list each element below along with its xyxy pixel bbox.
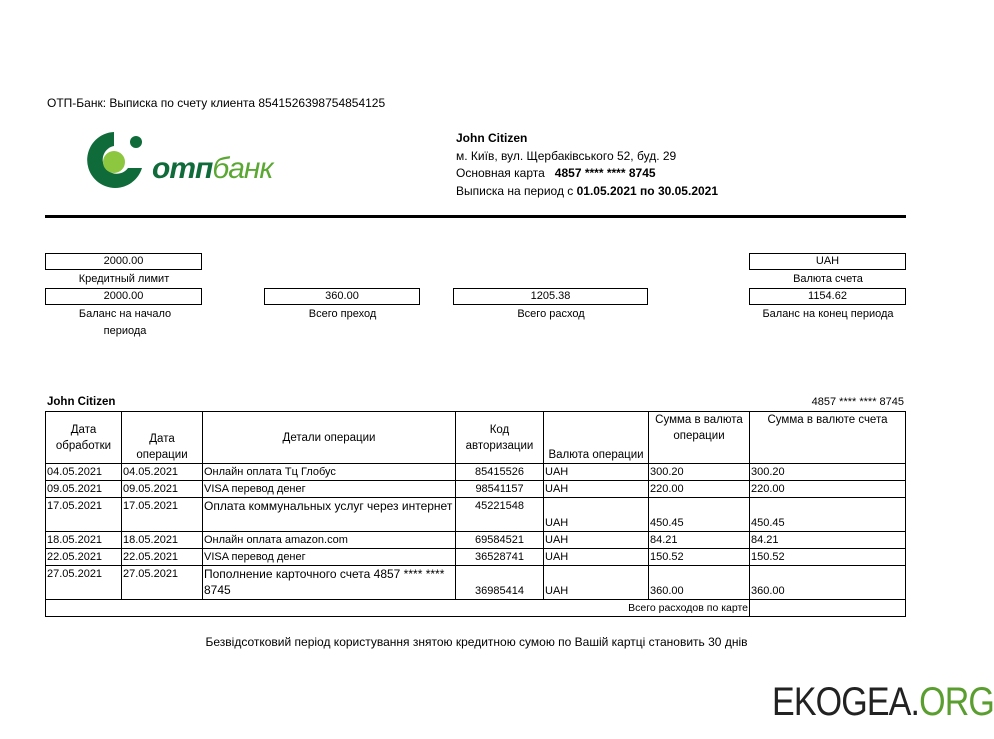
table-cell: 04.05.2021 xyxy=(122,464,203,481)
table-cell: 17.05.2021 xyxy=(46,498,122,532)
total-income-label: Всего преход xyxy=(308,308,377,320)
table-cell: UAH xyxy=(544,549,649,566)
table-cell: 300.20 xyxy=(649,464,750,481)
table-cell: Онлайн оплата Тц Глобус xyxy=(203,464,456,481)
table-cell: 18.05.2021 xyxy=(122,532,203,549)
footer-note: Безвідсотковий період користування знятою кредитною сумою по Вашій картці становить 30 днів xyxy=(205,635,748,649)
statement-title: ОТП-Банк: Выписка по счету клиента 8541526398754854125 xyxy=(47,96,386,110)
table-cell: 220.00 xyxy=(750,481,906,498)
table-cell: 17.05.2021 xyxy=(122,498,203,532)
table-cell: 22.05.2021 xyxy=(46,549,122,566)
closing-balance-label: Баланс на конец периода xyxy=(762,308,894,320)
table-cell: 27.05.2021 xyxy=(122,566,203,600)
table-cell: 36528741 xyxy=(456,549,544,566)
table-cell: UAH xyxy=(544,481,649,498)
total-value xyxy=(750,600,906,617)
table-cell: 360.00 xyxy=(649,566,750,600)
total-expense-value: 1205.38 xyxy=(453,288,648,305)
table-row xyxy=(46,566,906,600)
column-header: Дата обработки xyxy=(46,412,122,464)
card-number: 4857 **** **** 8745 xyxy=(554,166,656,180)
column-header: Валюта операции xyxy=(544,412,649,464)
table-cell: 300.20 xyxy=(750,464,906,481)
table-cell: 150.52 xyxy=(649,549,750,566)
table-cell: 09.05.2021 xyxy=(122,481,203,498)
table-cell: 84.21 xyxy=(649,532,750,549)
otp-logo-icon xyxy=(74,128,154,192)
column-header: Дата операции xyxy=(122,412,203,464)
total-expense-label: Всего расход xyxy=(517,308,585,320)
table-cell: Онлайн оплата amazon.com xyxy=(203,532,456,549)
total-income-value: 360.00 xyxy=(264,288,420,305)
table-cell: Пополнение карточного счета 4857 **** **** 8745 xyxy=(203,566,456,600)
table-cell: 84.21 xyxy=(750,532,906,549)
credit-limit-label: Кредитный лимит xyxy=(78,273,170,285)
period-from: 01.05.2021 xyxy=(576,183,637,198)
credit-limit-value: 2000.00 xyxy=(45,253,202,270)
table-cell: 69584521 xyxy=(456,532,544,549)
table-holder-name: John Citizen xyxy=(47,396,116,408)
period-label: Выписка на период с xyxy=(456,183,574,198)
card-label: Основная карта xyxy=(456,166,545,180)
table-cell: 85415526 xyxy=(456,464,544,481)
transactions-table xyxy=(45,411,906,617)
table-cell: UAH xyxy=(544,464,649,481)
table-cell: UAH xyxy=(544,532,649,549)
watermark-part1: EKOGEA. xyxy=(772,680,920,724)
table-cell: 04.05.2021 xyxy=(46,464,122,481)
table-cell: 09.05.2021 xyxy=(46,481,122,498)
client-name: John Citizen xyxy=(456,131,528,145)
table-cell: UAH xyxy=(544,498,649,532)
table-cell: 36985414 xyxy=(456,566,544,600)
watermark xyxy=(772,680,994,725)
table-row xyxy=(46,549,906,566)
column-header: Код авторизации xyxy=(456,412,544,464)
column-header: Сумма в валюте счета xyxy=(750,412,906,464)
table-card-number: 4857 **** **** 8745 xyxy=(811,396,904,408)
total-row xyxy=(46,600,906,617)
table-row xyxy=(46,481,906,498)
table-cell: UAH xyxy=(544,566,649,600)
table-cell: 98541157 xyxy=(456,481,544,498)
table-cell: 27.05.2021 xyxy=(46,566,122,600)
logo-text-otp: отп xyxy=(152,152,213,185)
column-header: Детали операции xyxy=(203,412,456,464)
table-row xyxy=(46,532,906,549)
table-cell: 450.45 xyxy=(750,498,906,532)
period-sep: по xyxy=(640,183,655,198)
table-cell: 450.45 xyxy=(649,498,750,532)
currency-label: Валюта счета xyxy=(793,273,863,285)
client-address: м. Київ, вул. Щербаківського 52, буд. 29 xyxy=(456,148,677,163)
opening-balance-label: Баланс на начало периода xyxy=(78,308,172,337)
table-cell: 45221548 xyxy=(456,498,544,532)
watermark-part2: ORG xyxy=(919,680,994,724)
table-row xyxy=(46,498,906,532)
divider xyxy=(45,215,906,218)
table-cell: VISA перевод денег xyxy=(203,481,456,498)
total-label: Всего расходов по карте xyxy=(46,600,750,617)
otp-logo xyxy=(74,128,274,192)
table-cell: 22.05.2021 xyxy=(122,549,203,566)
column-header: Сумма в валюта операции xyxy=(649,412,750,464)
table-cell: VISA перевод денег xyxy=(203,549,456,566)
table-cell: 220.00 xyxy=(649,481,750,498)
closing-balance-value: 1154.62 xyxy=(749,288,906,305)
table-cell: Оплата коммунальных услуг через интернет xyxy=(203,498,456,532)
table-cell: 360.00 xyxy=(750,566,906,600)
table-row xyxy=(46,464,906,481)
period-to: 30.05.2021 xyxy=(657,183,719,198)
table-cell: 150.52 xyxy=(750,549,906,566)
table-cell: 18.05.2021 xyxy=(46,532,122,549)
logo-text-bank: банк xyxy=(212,152,273,185)
client-info xyxy=(456,130,718,200)
currency-value: UAH xyxy=(749,253,906,270)
opening-balance-value: 2000.00 xyxy=(45,288,202,305)
